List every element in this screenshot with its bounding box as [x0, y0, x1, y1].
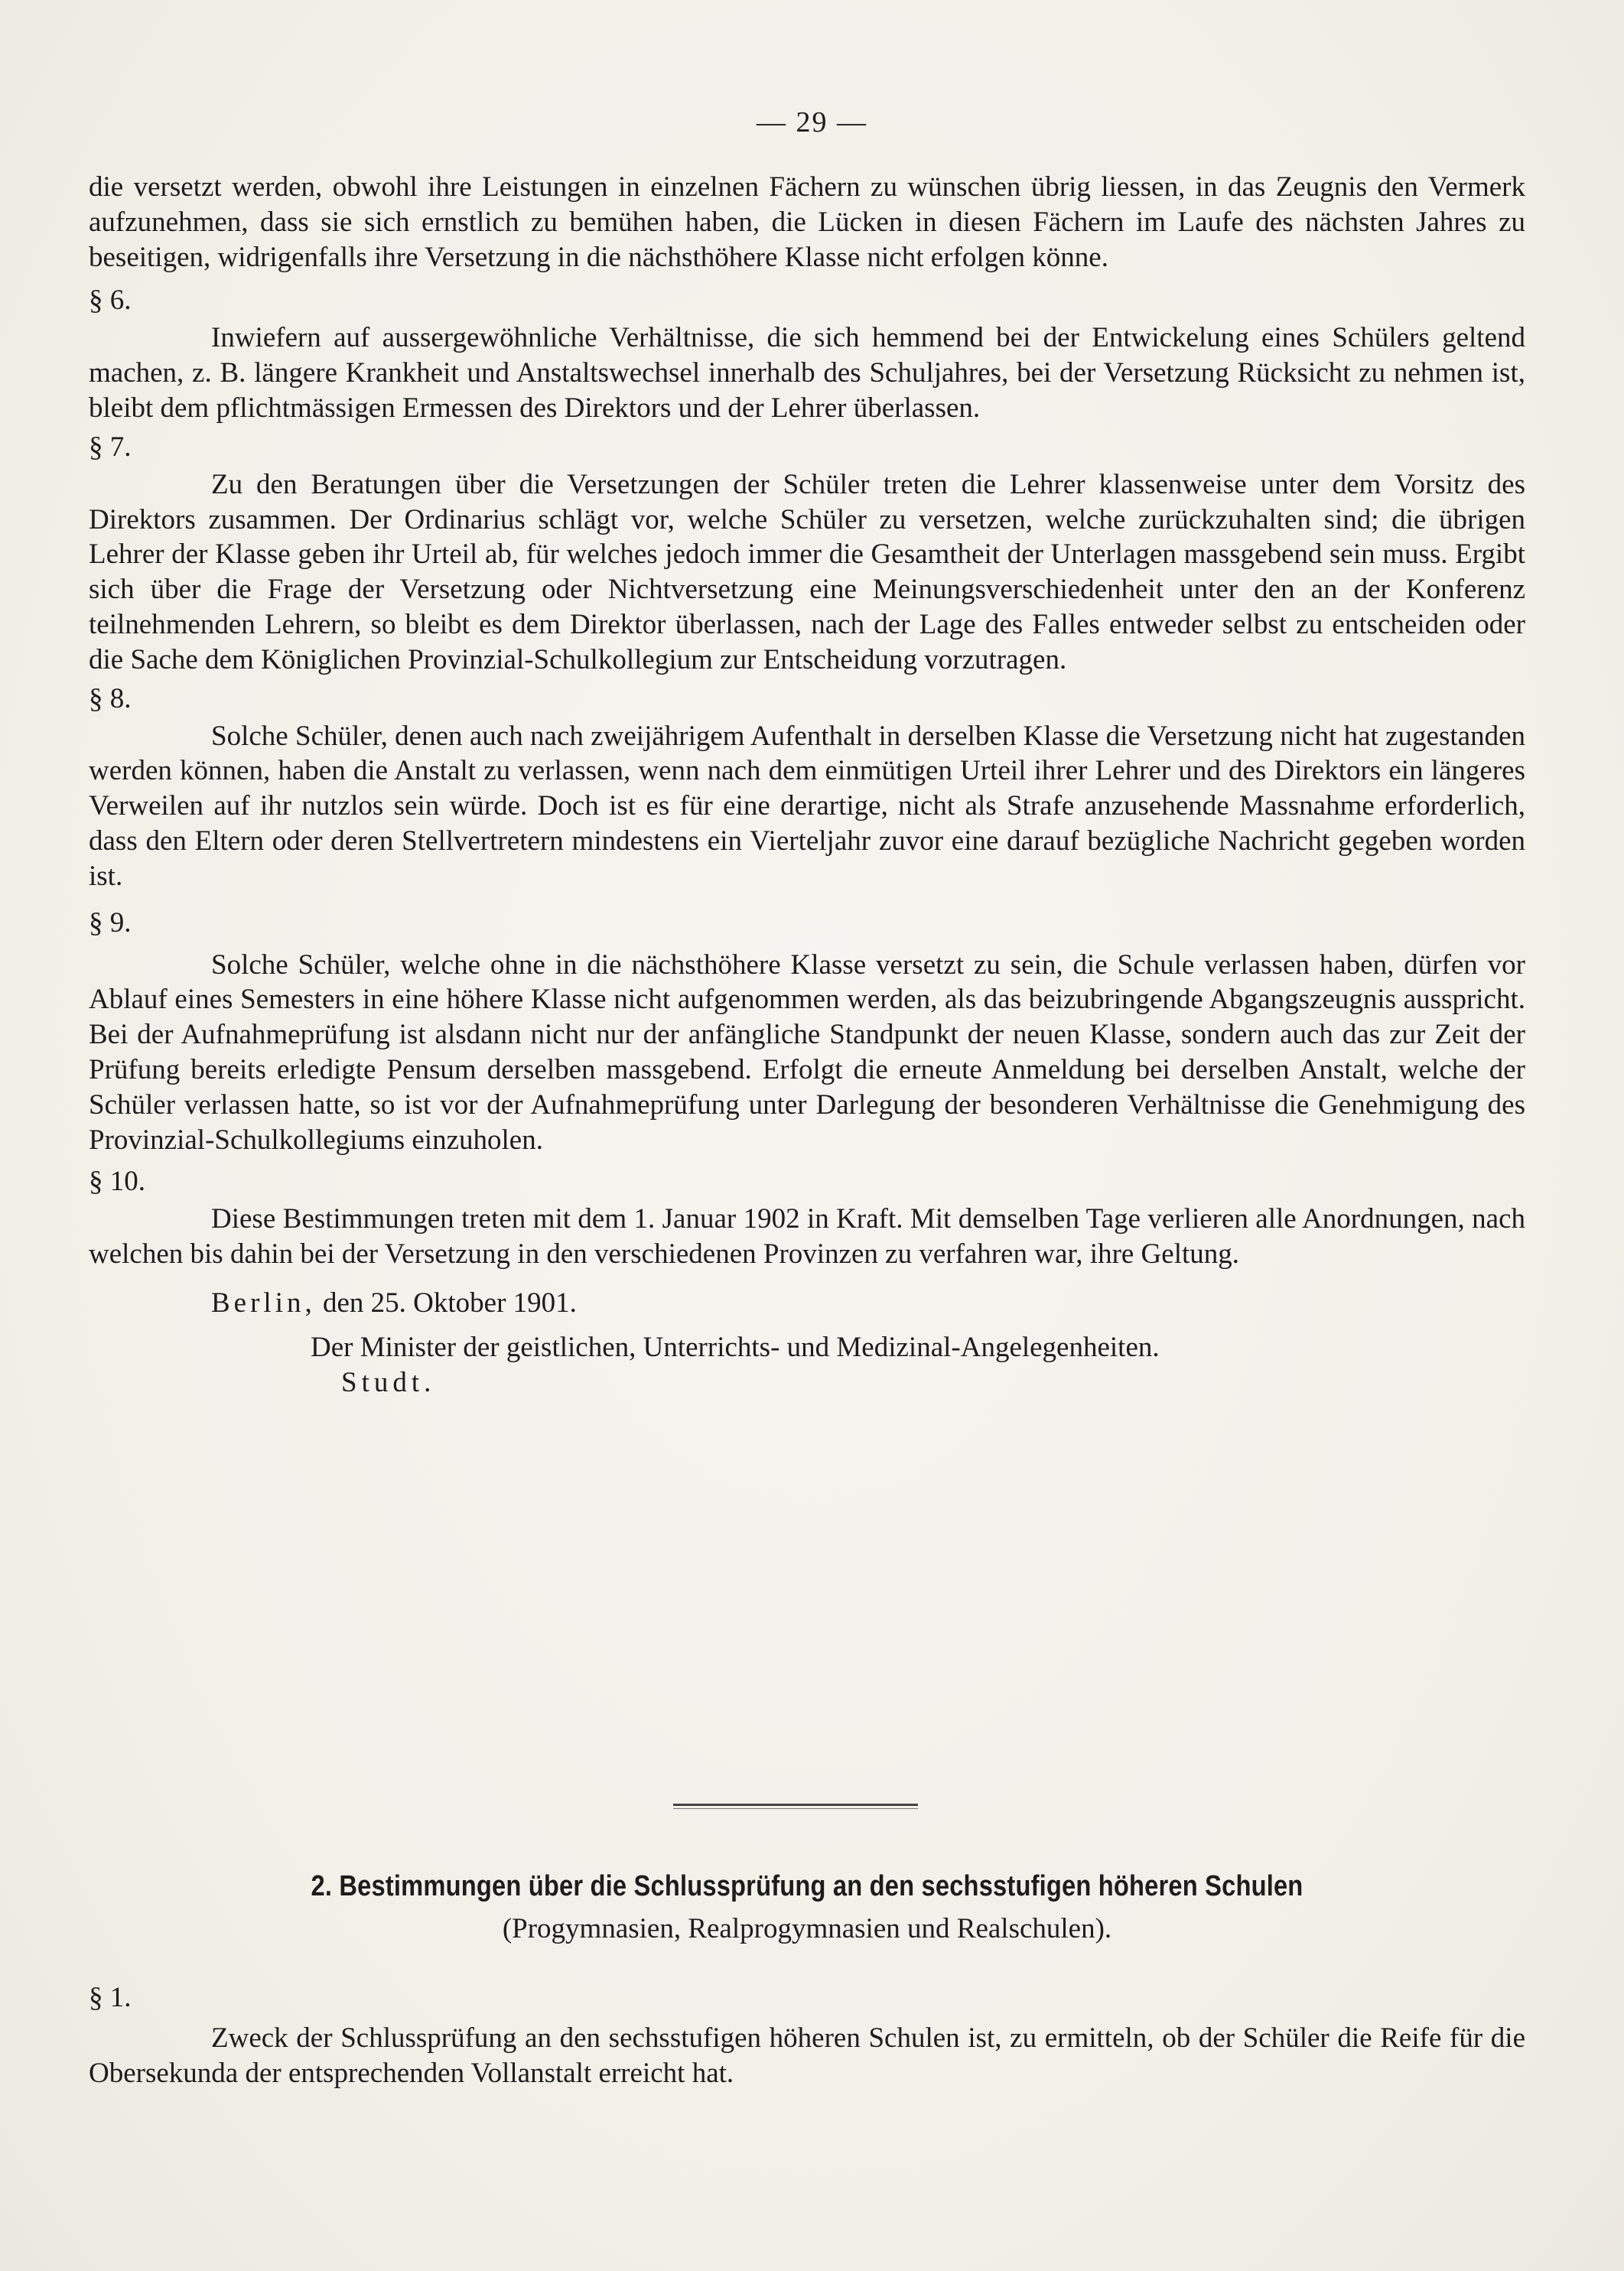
part-heading: 2. Bestimmungen über die Schlussprüfung an den sechsstufigen höheren Schulen [311, 1870, 1303, 1902]
signer-name: Studt. [341, 1366, 436, 1398]
signature-place: Berlin, [211, 1287, 316, 1319]
section-10-mark: § 10. [89, 1166, 145, 1198]
section-divider [673, 1804, 918, 1809]
section-8-mark: § 8. [89, 682, 132, 714]
section-9-mark: § 9. [89, 906, 132, 939]
section-9-text: Solche Schüler, welche ohne in die nächsthöhere Klasse versetzt zu sein, die Schule verlassen haben, dürfen vor Ablauf eines Semesters in eine höhere Klasse nicht aufgenommen werden, als das beizubringende Abgangszeugnis ausspricht. Bei der Aufnahmeprüfung ist alsdann nicht nur der anfängliche Standpunkt der neuen Klasse, sondern auch das zur Zeit der Prüfung bereits erledigte Pensum derselben massgebend. Erfolgt die erneute Anmeldung bei derselben Anstalt, welche der Schüler verlassen hatte, so ist vor der Aufnahmeprüfung unter Darlegung der besonderen Verhältnisse die Genehmigung des Provinzial-Schulkollegiums einzuholen. [89, 948, 1525, 1156]
page-number: — 29 — [757, 106, 867, 138]
section-6-mark: § 6. [89, 285, 132, 317]
final-section-mark: § 1. [89, 1982, 132, 2013]
signature-date: den 25. Oktober 1901. [322, 1287, 577, 1319]
signature-place-date [89, 1286, 1525, 1321]
section-7-mark: § 7. [89, 431, 132, 463]
main-text-block [89, 170, 1525, 1400]
section-6-text: Inwiefern auf aussergewöhnliche Verhältnisse, die sich hemmend bei der Entwickelung eines Schülers geltend machen, z. B. längere Krankheit und Anstaltswechsel innerhalb des Schuljahres, bei der Versetzung Rücksicht zu nehmen ist, bleibt dem pflichtmässigen Ermessen des Direktors und der Lehrer überlassen. [89, 322, 1525, 424]
final-section-text: Zweck der Schlussprüfung an den sechsstufigen höheren Schulen ist, zu ermitteln, ob der Schüler die Reife für die Obersekunda der entsprechenden Vollanstalt erreicht hat. [89, 2022, 1525, 2089]
section-8-text: Solche Schüler, denen auch nach zweijährigem Aufenthalt in derselben Klasse die Versetzung nicht hat zugestanden werden können, haben die Anstalt zu verlassen, wenn nach dem einmütigen Urteil ihrer Lehrer und des Direktors ein längeres Verweilen auf ihr nutzlos sein würde. Doch ist es für eine derartige, nicht als Strafe anzusehende Massnahme erforderlich, dass den Eltern oder deren Stellvertretern mindestens ein Vierteljahr zuvor eine darauf bezügliche Nachricht gegeben worden ist. [89, 720, 1525, 892]
section-7-text: Zu den Beratungen über die Versetzungen der Schüler treten die Lehrer klassenweise unter dem Vorsitz des Direktors zusammen. Der Ordinarius schlägt vor, welche Schüler zu versetzen, welche zurückzuhalten sind; die übrigen Lehrer der Klasse geben ihr Urteil ab, für welches jedoch immer die Gesamtheit der Unterlagen massgebend sein muss. Ergibt sich über die Frage der Versetzung oder Nichtversetzung eine Meinungsverschiedenheit unter den an der Konferenz teilnehmenden Lehrern, so bleibt es dem Direktor überlassen, nach der Lage des Falles entweder selbst zu entscheiden oder die Sache dem Königlichen Provinzial-Schulkollegium zur Entscheidung vorzutragen. [89, 468, 1525, 675]
section-10-text: Diese Bestimmungen treten mit dem 1. Januar 1902 in Kraft. Mit demselben Tage verlieren alle Anordnungen, nach welchen bis dahin bei der Versetzung in den verschiedenen Provinzen zu verfahren war, ihre Geltung. [89, 1203, 1525, 1271]
intro-paragraph: die versetzt werden, obwohl ihre Leistungen in einzelnen Fächern zu wünschen übrig liessen, in das Zeugnis den Vermerk aufzunehmen, dass sie sich ernstlich zu bemühen haben, die Lücken in diesen Fächern im Laufe des nächsten Jahres zu beseitigen, widrigenfalls ihre Versetzung in die nächsthöhere Klasse nicht erfolgen könne. [89, 171, 1525, 273]
final-text-block [89, 1978, 1525, 2091]
part-subheading: (Progymnasien, Realprogymnasien und Realschulen). [502, 1913, 1112, 1944]
minister-title: Der Minister der geistlichen, Unterrichts- und Medizinal-Angelegenheiten. [311, 1331, 1160, 1363]
